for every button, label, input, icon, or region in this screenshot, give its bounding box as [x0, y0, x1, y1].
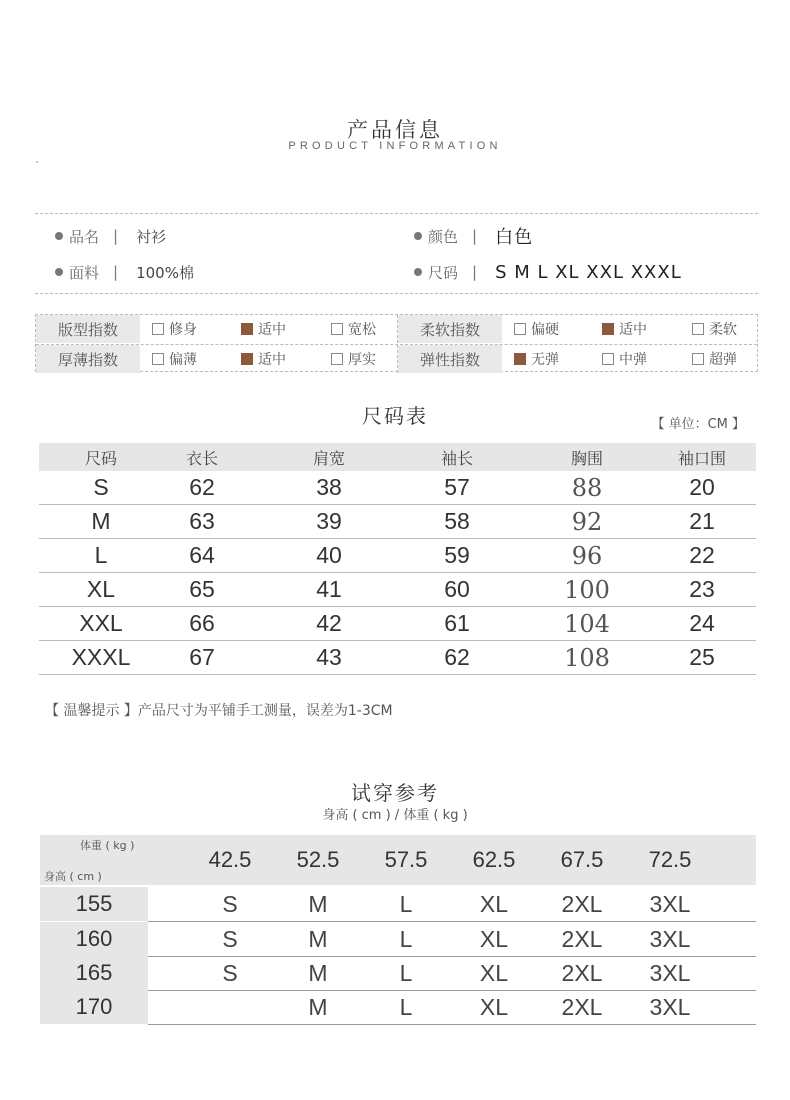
page-title: 产品信息: [347, 118, 443, 142]
index-option: [602, 345, 647, 373]
table-cell: L: [399, 925, 413, 952]
checkbox-checked-icon: [514, 353, 526, 365]
option-label: 适中: [258, 322, 286, 338]
option-label: 厚实: [348, 352, 376, 368]
table-cell: L: [399, 959, 413, 986]
table-row: [39, 573, 756, 607]
table-cell: 3XL: [649, 959, 691, 986]
table-cell: L: [399, 890, 413, 917]
checkbox-icon: [602, 353, 614, 365]
divider: [35, 213, 758, 214]
table-cell: 62: [444, 644, 470, 670]
info-fabric: [55, 260, 194, 284]
column-header: 袖口围: [677, 448, 726, 468]
table-cell: S: [222, 925, 238, 952]
index-label: 柔软指数: [398, 315, 502, 343]
option-label: 宽松: [348, 322, 376, 338]
checkbox-icon: [692, 323, 704, 335]
table-cell: 62: [189, 474, 215, 500]
table-cell: S: [222, 890, 238, 917]
table-cell: 92: [571, 507, 603, 536]
table-cell: L: [94, 542, 108, 568]
table-cell: 88: [571, 473, 603, 502]
index-option: [152, 345, 197, 373]
bullet-icon: [414, 232, 422, 240]
checkbox-checked-icon: [241, 323, 253, 335]
weight-header: 42.5: [208, 847, 252, 872]
info-color: [414, 224, 533, 248]
measurement-tip: 【 温馨提示 】产品尺寸为平铺手工测量，误差为1-3CM: [45, 703, 393, 719]
table-cell: XL: [479, 959, 509, 986]
table-cell: 57: [444, 474, 470, 500]
checkbox-icon: [514, 323, 526, 335]
option-label: 偏硬: [531, 322, 559, 338]
index-option: [602, 315, 647, 343]
divider: [148, 1024, 756, 1025]
table-cell: 20: [689, 474, 715, 500]
table-cell: M: [91, 508, 111, 534]
table-cell: 67: [189, 644, 215, 670]
checkbox-checked-icon: [241, 353, 253, 365]
table-cell: XL: [479, 925, 509, 952]
table-cell: 2XL: [561, 925, 603, 952]
checkbox-icon: [692, 353, 704, 365]
info-label: 品名: [69, 227, 100, 246]
checkbox-icon: [152, 353, 164, 365]
table-cell: XXL: [79, 610, 123, 636]
page-subtitle: PRODUCT INFORMATION: [288, 140, 502, 152]
table-row: [39, 471, 756, 505]
index-option: [331, 345, 376, 373]
table-cell: M: [308, 959, 328, 986]
checkbox-checked-icon: [602, 323, 614, 335]
bullet-icon: [414, 268, 422, 276]
info-value: 衬衫: [136, 227, 167, 246]
info-label: 颜色: [428, 227, 459, 246]
index-table: [35, 314, 758, 372]
try-on-title: 试穿参考: [351, 781, 439, 805]
index-option: [241, 315, 286, 343]
index-label: 弹性指数: [398, 345, 502, 373]
table-cell: M: [308, 993, 328, 1020]
height-header: 165: [40, 956, 148, 990]
table-cell: 2XL: [561, 993, 603, 1020]
weight-header: 62.5: [472, 847, 516, 872]
unit-label: 【 单位：CM 】: [651, 417, 745, 432]
column-header: 胸围: [570, 448, 603, 468]
table-cell: 108: [564, 643, 610, 672]
decor-dot: [36, 161, 38, 163]
table-row: [39, 505, 756, 539]
separator: |: [113, 227, 119, 245]
table-cell: 104: [564, 609, 610, 638]
index-option: [152, 315, 197, 343]
info-value: 100%棉: [136, 263, 194, 282]
index-option: [692, 345, 737, 373]
table-cell: 40: [316, 542, 342, 568]
info-value: 白色: [495, 227, 534, 248]
table-cell: M: [308, 925, 328, 952]
weight-axis-label: 体重 ( kg ): [80, 839, 135, 852]
info-label: 尺码: [428, 263, 459, 282]
column-header: 袖长: [440, 448, 473, 468]
bullet-icon: [55, 268, 63, 276]
info-name: [55, 224, 166, 248]
table-cell: XXXL: [71, 644, 131, 670]
table-cell: XL: [479, 993, 509, 1020]
table-row: [39, 641, 756, 675]
try-on-subtitle: 身高 ( cm ) / 体重 ( kg ): [322, 808, 468, 823]
table-cell: 43: [316, 644, 342, 670]
divider: [35, 293, 758, 294]
weight-header: 67.5: [560, 847, 604, 872]
checkbox-icon: [331, 353, 343, 365]
table-cell: 38: [316, 474, 342, 500]
separator: |: [113, 263, 119, 281]
index-option: [331, 315, 376, 343]
table-cell: XL: [86, 576, 116, 602]
column-header: 肩宽: [312, 448, 345, 468]
index-row: [36, 315, 757, 343]
index-option: [514, 315, 559, 343]
table-cell: 23: [689, 576, 715, 602]
index-row: [36, 344, 757, 372]
table-cell: 59: [444, 542, 470, 568]
height-header: 170: [40, 990, 148, 1024]
try-on-table: [40, 835, 756, 1025]
table-cell: 65: [189, 576, 215, 602]
weight-header: 57.5: [384, 847, 428, 872]
table-cell: 100: [564, 575, 610, 604]
option-label: 适中: [258, 352, 286, 368]
table-cell: 63: [189, 508, 215, 534]
table-cell: 58: [444, 508, 470, 534]
table-header: [39, 443, 756, 471]
index-option: [241, 345, 286, 373]
option-label: 修身: [169, 322, 197, 338]
index-option: [692, 315, 737, 343]
option-label: 中弹: [619, 352, 647, 368]
table-cell: L: [399, 993, 413, 1020]
height-header: 160: [40, 922, 148, 956]
table-cell: 2XL: [561, 890, 603, 917]
table-cell: S: [222, 959, 238, 986]
weight-header: 72.5: [648, 847, 692, 872]
table-cell: 64: [189, 542, 215, 568]
bullet-icon: [55, 232, 63, 240]
table-cell: 3XL: [649, 890, 691, 917]
table-cell: 61: [444, 610, 470, 636]
table-cell: 3XL: [649, 993, 691, 1020]
table-row: [39, 607, 756, 641]
table-cell: 66: [189, 610, 215, 636]
index-label: 厚薄指数: [36, 345, 140, 373]
table-cell: 96: [571, 541, 603, 570]
table-header: [40, 835, 756, 885]
separator: |: [472, 263, 478, 281]
separator: |: [472, 227, 478, 245]
table-cell: 41: [316, 576, 342, 602]
table-cell: 39: [316, 508, 342, 534]
table-cell: 3XL: [649, 925, 691, 952]
option-label: 适中: [619, 322, 647, 338]
height-header: 155: [40, 887, 148, 921]
table-cell: XL: [479, 890, 509, 917]
option-label: 偏薄: [169, 352, 197, 368]
table-cell: 22: [689, 542, 715, 568]
table-cell: M: [308, 890, 328, 917]
info-label: 面料: [69, 263, 100, 282]
table-cell: 2XL: [561, 959, 603, 986]
table-cell: 60: [444, 576, 470, 602]
info-value: S M L XL XXL XXXL: [495, 261, 682, 283]
table-cell: 21: [689, 508, 715, 534]
info-sizes: [414, 260, 682, 284]
option-label: 柔软: [709, 322, 737, 338]
table-cell: 24: [689, 610, 715, 636]
table-cell: [190, 990, 270, 1024]
column-header: 尺码: [84, 448, 117, 468]
weight-header: 52.5: [296, 847, 340, 872]
size-chart-title: 尺码表: [362, 404, 428, 428]
option-label: 超弹: [709, 352, 737, 368]
table-cell: S: [93, 474, 109, 500]
table-cell: 25: [689, 644, 715, 670]
index-option: [514, 345, 559, 373]
checkbox-icon: [152, 323, 164, 335]
column-header: 衣长: [185, 448, 218, 468]
height-axis-label: 身高 ( cm ): [44, 870, 102, 883]
table-cell: 42: [316, 610, 342, 636]
table-row: [39, 539, 756, 573]
index-label: 版型指数: [36, 315, 140, 343]
option-label: 无弹: [531, 352, 559, 368]
checkbox-icon: [331, 323, 343, 335]
